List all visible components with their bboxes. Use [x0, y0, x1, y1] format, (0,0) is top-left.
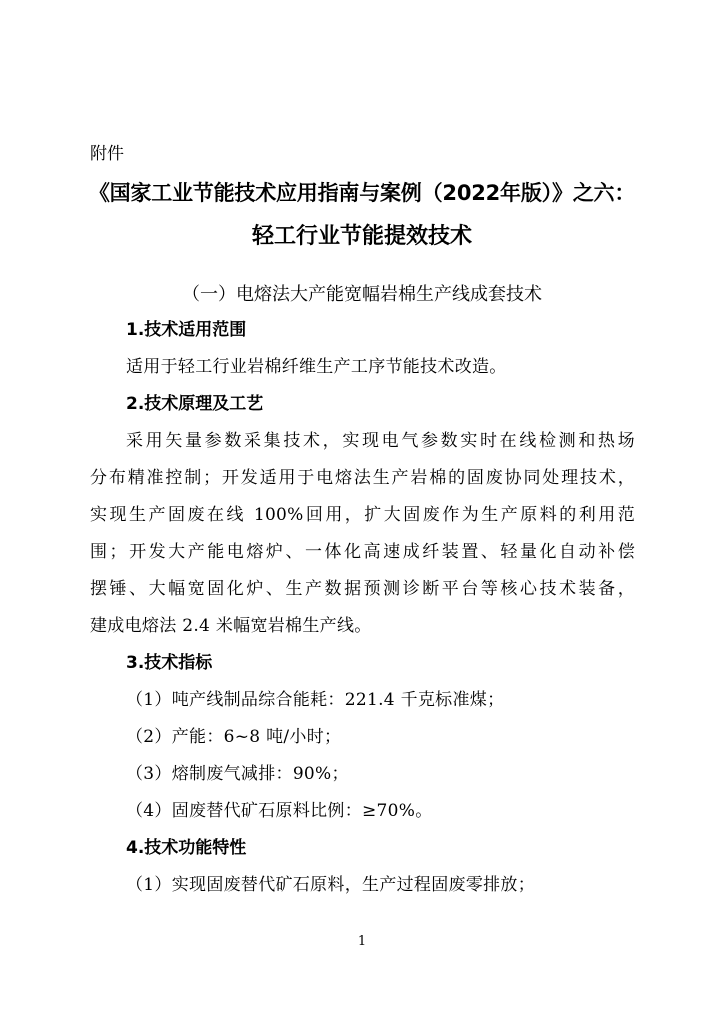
principle-line: 围；开发大产能电熔炉、一体化高速成纤装置、轻量化自动补偿 — [90, 542, 635, 562]
principle-line: 建成电熔法 2.4 米幅宽岩棉生产线。 — [90, 616, 372, 636]
principle-line: 实现生产固废在线 100%回用，扩大固废作为生产原料的利用范 — [90, 505, 635, 525]
indicator-item: （4）固废替代矿石原料比例：≥70%。 — [126, 801, 433, 821]
principle-line: 分布精准控制；开发适用于电熔法生产岩棉的固废协同处理技术， — [90, 468, 635, 488]
indicator-item: （2）产能：6~8 吨/小时； — [126, 727, 342, 747]
heading-indicators: 3.技术指标 — [126, 653, 213, 673]
heading-scope: 1.技术适用范围 — [126, 320, 247, 340]
feature-item: （1）实现固废替代矿石原料，生产过程固废零排放； — [126, 875, 536, 895]
indicator-item: （3）熔制废气减排：90%； — [126, 764, 349, 784]
heading-features: 4.技术功能特性 — [126, 838, 247, 858]
section-title: （一）电熔法大产能宽幅岩棉生产线成套技术 — [182, 284, 542, 305]
scope-text: 适用于轻工行业岩棉纤维生产工序节能技术改造。 — [126, 357, 507, 377]
document-title: 《国家工业节能技术应用指南与案例（2022年版）》之六： — [88, 181, 636, 205]
indicator-item: （1）吨产线制品综合能耗：221.4 千克标准煤； — [126, 690, 505, 710]
document-subtitle: 轻工行业节能提效技术 — [251, 224, 472, 249]
heading-principle: 2.技术原理及工艺 — [126, 394, 264, 414]
annex-label: 附件 — [90, 144, 124, 164]
principle-line: 采用矢量参数采集技术，实现电气参数实时在线检测和热场 — [126, 431, 635, 451]
page-number: 1 — [357, 934, 367, 949]
principle-line: 摆锤、大幅宽固化炉、生产数据预测诊断平台等核心技术装备， — [90, 579, 635, 599]
